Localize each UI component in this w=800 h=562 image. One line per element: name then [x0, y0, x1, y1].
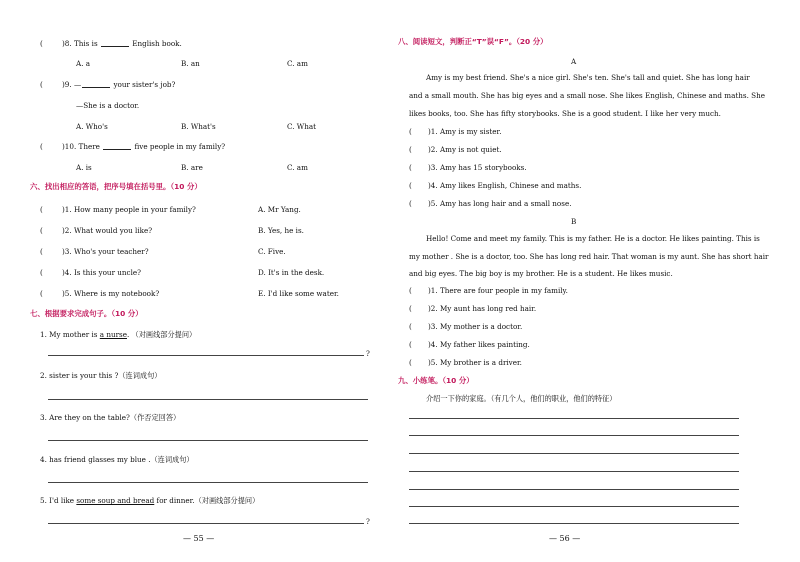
answer-line[interactable] [48, 523, 364, 524]
answer-paren[interactable]: ( [409, 304, 412, 313]
option-a: A. a [76, 59, 91, 68]
match-question: )3. Who's your teacher? [62, 247, 149, 256]
writing-line[interactable] [409, 489, 739, 490]
passage-label-a: A [571, 57, 577, 66]
tf-statement: )4. Amy likes English, Chinese and maths. [428, 181, 582, 190]
answer-paren[interactable]: ( [40, 247, 43, 256]
task-text: . （对画线部分提问） [126, 330, 197, 339]
section-title-8: 八、阅读短文，判断正“T”误“F”。（20 分） [398, 37, 548, 46]
sentence-task-5 [40, 497, 259, 504]
question-text: five people in my family? [134, 142, 226, 151]
passage-line: likes books, too. She has fifty storybooks. She is a good student. I like her very much. [409, 109, 721, 118]
tf-statement: )2. Amy is not quiet. [428, 145, 502, 154]
answer-paren[interactable]: ( [409, 322, 412, 331]
answer-paren[interactable]: ( [409, 358, 412, 367]
question-10 [62, 143, 225, 150]
question-text: )10. There [62, 142, 100, 151]
answer-paren[interactable]: ( [409, 199, 412, 208]
match-question: )4. Is this your uncle? [62, 268, 141, 277]
tf-statement: )5. Amy has long hair and a small nose. [428, 199, 572, 208]
question-mark: ? [366, 517, 370, 526]
tf-statement: )4. My father likes painting. [428, 340, 530, 349]
section-title-6: 六、找出相应的答语，把序号填在括号里。（10 分） [30, 182, 202, 191]
page-number: — 55 — [183, 534, 215, 543]
answer-paren[interactable]: ( [40, 39, 43, 48]
match-answer: E. I'd like some water. [258, 289, 339, 298]
option-b: B. an [181, 59, 200, 68]
writing-line[interactable] [409, 471, 739, 472]
option-c: C. What [287, 122, 317, 131]
answer-paren[interactable]: ( [409, 127, 412, 136]
match-answer: A. Mr Yang. [258, 205, 301, 214]
option-b: B. are [181, 163, 203, 172]
answer-paren[interactable]: ( [409, 286, 412, 295]
question-mark: ? [366, 349, 370, 358]
tf-statement: )3. Amy has 15 storybooks. [428, 163, 527, 172]
tf-statement: )1. Amy is my sister. [428, 127, 502, 136]
writing-line[interactable] [409, 453, 739, 454]
question-text: your sister's job? [113, 80, 176, 89]
passage-line: my mother . She is a doctor, too. She has long red hair. That woman is my aunt. She has short hair [409, 252, 769, 261]
tf-statement: )5. My brother is a driver. [428, 358, 522, 367]
match-question: )2. What would you like? [62, 226, 153, 235]
match-answer: C. Five. [258, 247, 286, 256]
answer-paren[interactable]: ( [409, 181, 412, 190]
answer-line[interactable] [48, 399, 368, 400]
tf-statement: )3. My mother is a doctor. [428, 322, 523, 331]
option-c: C. am [287, 163, 308, 172]
option-a: A. Who's [76, 122, 108, 131]
writing-line[interactable] [409, 523, 739, 524]
page-number: — 56 — [549, 534, 581, 543]
passage-label-b: B [571, 217, 577, 226]
answer-paren[interactable]: ( [40, 289, 43, 298]
task-text: 1. My mother is [40, 330, 98, 339]
writing-line[interactable] [409, 435, 739, 436]
task-text: 5. I'd like [40, 496, 75, 505]
option-a: A. is [76, 163, 92, 172]
passage-line: and big eyes. The big boy is my brother. He is a student. He likes music. [409, 269, 673, 278]
sentence-task-2: 2. sister is your this ?（连词成句） [40, 371, 162, 380]
writing-line[interactable] [409, 506, 739, 507]
question-9 [62, 81, 175, 88]
answer-paren[interactable]: ( [40, 268, 43, 277]
answer-line[interactable] [48, 355, 364, 356]
answer-paren[interactable]: ( [40, 80, 43, 89]
answer-paren[interactable]: ( [40, 226, 43, 235]
tf-statement: )1. There are four people in my family. [428, 286, 568, 295]
reply-text: —She is a doctor. [76, 101, 140, 110]
underlined-phrase: some soup and bread [76, 496, 155, 505]
answer-paren[interactable]: ( [40, 142, 43, 151]
answer-paren[interactable]: ( [409, 145, 412, 154]
blank[interactable] [101, 40, 129, 47]
blank[interactable] [82, 81, 110, 88]
match-question: )5. Where is my notebook? [62, 289, 160, 298]
task-text: for dinner.（对画线部分提问） [156, 496, 260, 505]
passage-line: Amy is my best friend. She's a nice girl. She's ten. She's tall and quiet. She has long hair [426, 73, 750, 82]
answer-paren[interactable]: ( [40, 205, 43, 214]
answer-line[interactable] [48, 440, 368, 441]
sentence-task-4: 4. has friend glasses my blue .（连词成句） [40, 455, 194, 464]
answer-paren[interactable]: ( [409, 340, 412, 349]
underlined-phrase: a nurse [99, 330, 127, 339]
match-answer: D. It's in the desk. [258, 268, 325, 277]
option-c: C. am [287, 59, 308, 68]
match-question: )1. How many people in your family? [62, 205, 196, 214]
writing-line[interactable] [409, 418, 739, 419]
section-title-9: 九、小练笔。（10 分） [398, 376, 474, 385]
option-b: B. What's [181, 122, 216, 131]
passage-line: Hello! Come and meet my family. This is my father. He is a doctor. He likes painting. This is [426, 234, 760, 243]
question-text: English book. [132, 39, 182, 48]
blank[interactable] [103, 143, 131, 150]
sentence-task-3: 3. Are they on the table?（作否定回答） [40, 413, 181, 422]
match-answer: B. Yes, he is. [258, 226, 304, 235]
sentence-task-1 [40, 331, 196, 338]
question-text: )8. This is [62, 39, 98, 48]
question-text: )9. — [62, 80, 82, 89]
tf-statement: )2. My aunt has long red hair. [428, 304, 537, 313]
answer-paren[interactable]: ( [409, 163, 412, 172]
passage-line: and a small mouth. She has big eyes and a small nose. She likes English, Chinese and maths. She [409, 91, 765, 100]
answer-line[interactable] [48, 482, 368, 483]
question-8 [62, 40, 182, 47]
writing-prompt: 介绍一下你的家庭。（有几个人，他们的职业，他们的特征） [426, 394, 617, 403]
section-title-7: 七、根据要求完成句子。（10 分） [30, 309, 143, 318]
